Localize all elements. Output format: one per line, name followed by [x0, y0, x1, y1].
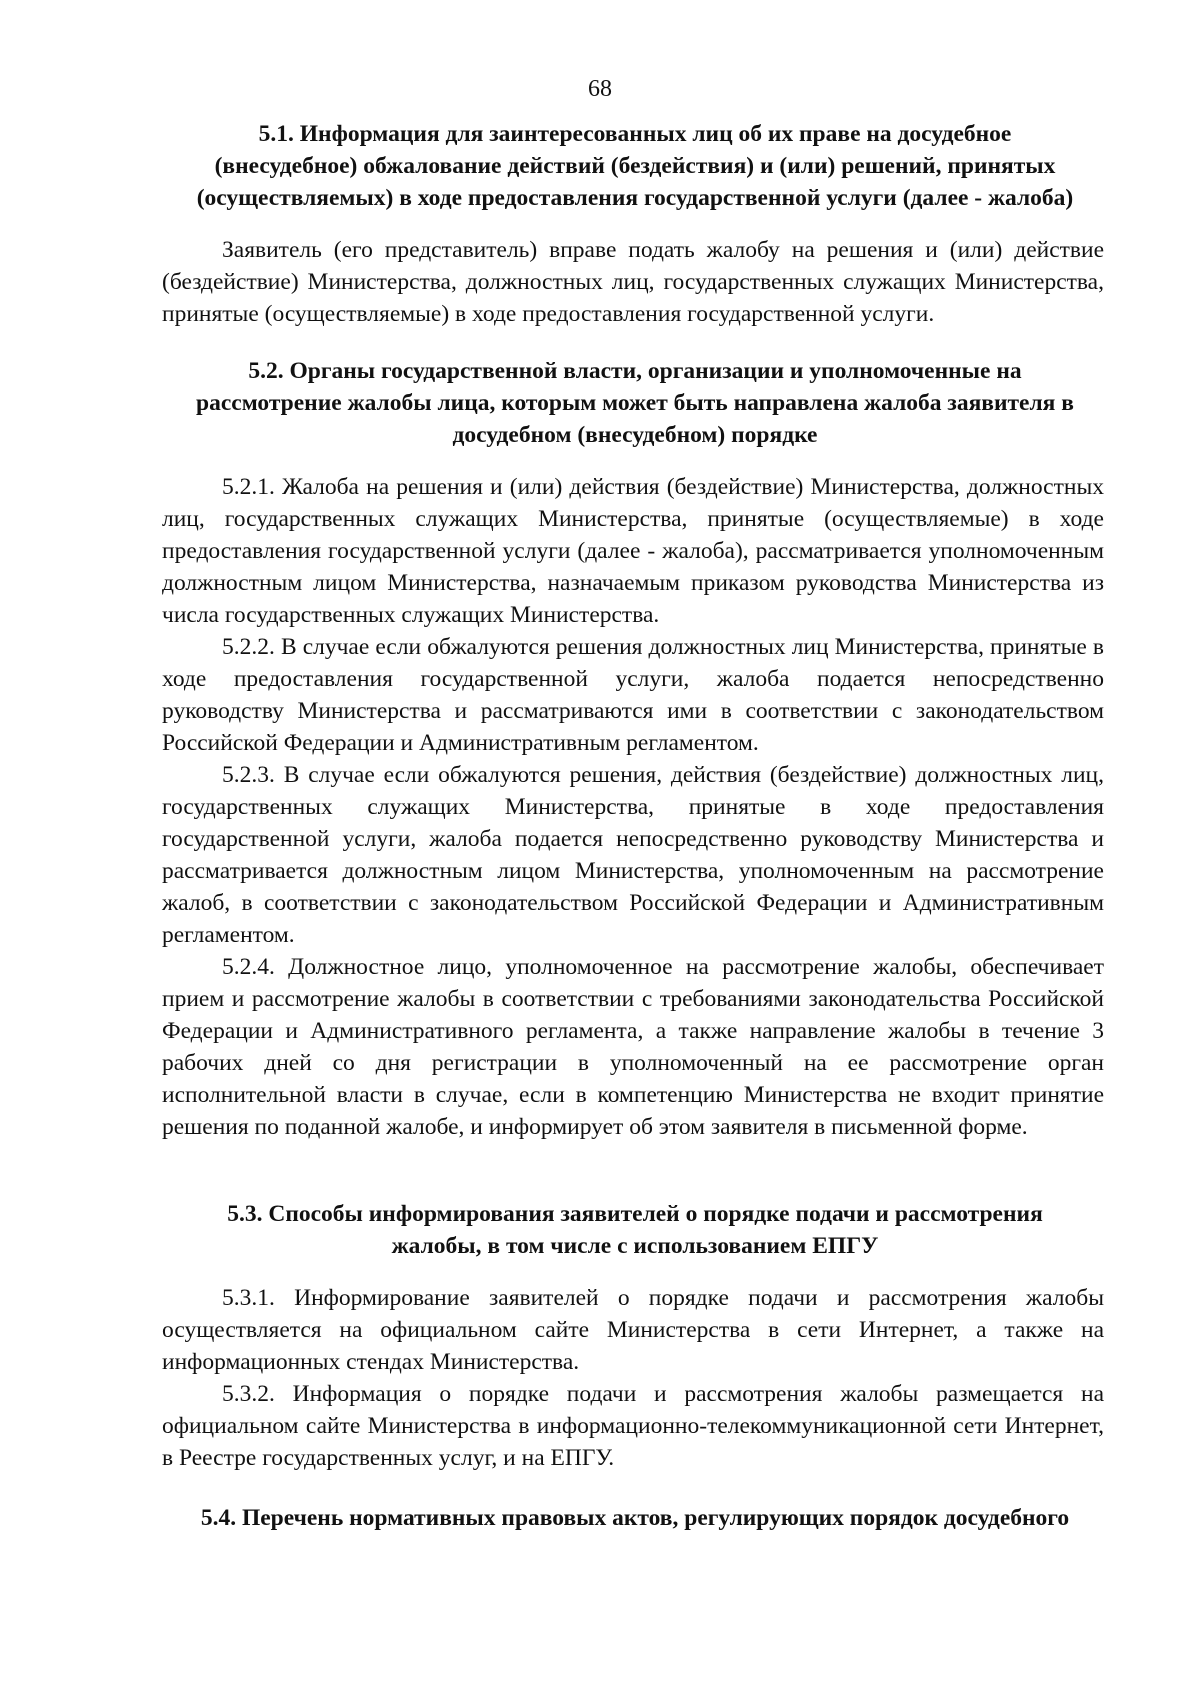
text-line: в Реестре государственных услуг, и на ЕПГУ. — [162, 1445, 615, 1471]
text-line: государственных служащих Министерства, принятые в ходе предоставления — [162, 794, 1104, 820]
text-line: руководству Министерства и рассматриваются ими в соответствии с законодательством — [162, 698, 1104, 724]
paragraph-5-1 — [162, 234, 1104, 330]
text-line: ходе предоставления государственной услуги, жалоба подается непосредственно — [162, 666, 1104, 692]
text-line: числа государственных служащих Министерства. — [162, 602, 660, 628]
heading-line: (осуществляемых) в ходе предоставления государственной услуги (далее - жалоба) — [196, 185, 1074, 211]
text-line: рабочих дней со дня регистрации в уполномоченный на ее рассмотрение орган — [162, 1050, 1104, 1076]
text-line: исполнительной власти в случае, если в компетенцию Министерства не входит принятие — [162, 1082, 1104, 1108]
paragraph-5-2-3 — [162, 759, 1104, 951]
heading-line: досудебном (внесудебном) порядке — [452, 422, 818, 448]
text-line: 5.3.1. Информирование заявителей о порядке подачи и рассмотрения жалобы — [222, 1285, 1104, 1311]
heading-line: 5.3. Способы информирования заявителей о порядке подачи и рассмотрения — [227, 1201, 1043, 1227]
text-line: должностным лицом Министерства, назначаемым приказом руководства Министерства из — [162, 570, 1104, 596]
text-line: рассматривается должностным лицом Министерства, уполномоченным на рассмотрение — [162, 858, 1104, 884]
text-line: (бездействие) Министерства, должностных лиц, государственных служащих Министерства, — [162, 269, 1104, 295]
section-5-3-heading — [150, 1198, 1120, 1262]
text-line: лиц, государственных служащих Министерства, принятые (осуществляемые) в ходе — [162, 506, 1104, 532]
text-line: информационных стендах Министерства. — [162, 1349, 580, 1375]
heading-line: 5.2. Органы государственной власти, организации и уполномоченные на — [248, 358, 1022, 384]
section-5-4-heading — [150, 1502, 1120, 1534]
text-line: Федерации и Административного регламента, а также направление жалобы в течение 3 — [162, 1018, 1104, 1044]
section-5-1-heading — [150, 118, 1120, 214]
section-5-2-heading — [150, 355, 1120, 451]
heading-line: 5.1. Информация для заинтересованных лиц об их праве на досудебное — [258, 121, 1012, 147]
paragraph-5-2-2 — [162, 631, 1104, 759]
text-line: государственной услуги, жалоба подается непосредственно руководству Министерства и — [162, 826, 1104, 852]
heading-line: (внесудебное) обжалование действий (бездействия) и (или) решений, принятых — [214, 153, 1056, 179]
paragraph-5-2-1 — [162, 471, 1104, 631]
text-line: решения по поданной жалобе, и информирует об этом заявителя в письменной форме. — [162, 1114, 1028, 1140]
text-line: жалоб, в соответствии с законодательством Российской Федерации и Административным — [162, 890, 1104, 916]
text-line: предоставления государственной услуги (далее - жалоба), рассматривается уполномоченным — [162, 538, 1104, 564]
text-line: прием и рассмотрение жалобы в соответствии с требованиями законодательства Российской — [162, 986, 1104, 1012]
text-line: 5.2.3. В случае если обжалуются решения, действия (бездействие) должностных лиц, — [222, 762, 1104, 788]
text-line: 5.2.2. В случае если обжалуются решения должностных лиц Министерства, принятые в — [222, 634, 1104, 660]
text-line: Российской Федерации и Административным регламентом. — [162, 730, 759, 756]
heading-line: рассмотрение жалобы лица, которым может быть направлена жалоба заявителя в — [196, 390, 1074, 416]
text-line: Заявитель (его представитель) вправе подать жалобу на решения и (или) действие — [222, 237, 1104, 263]
text-line: официальном сайте Министерства в информационно-телекоммуникационной сети Интернет, — [162, 1413, 1104, 1439]
heading-line: жалобы, в том числе с использованием ЕПГУ — [391, 1233, 879, 1259]
text-line: принятые (осуществляемые) в ходе предоставления государственной услуги. — [162, 301, 935, 327]
text-line: 5.3.2. Информация о порядке подачи и рассмотрения жалобы размещается на — [222, 1381, 1104, 1407]
text-line: 5.2.4. Должностное лицо, уполномоченное на рассмотрение жалобы, обеспечивает — [222, 954, 1104, 980]
paragraph-5-3-2 — [162, 1378, 1104, 1474]
page-number: 68 — [588, 76, 612, 102]
text-line: осуществляется на официальном сайте Министерства в сети Интернет, а также на — [162, 1317, 1104, 1343]
text-line: 5.2.1. Жалоба на решения и (или) действия (бездействие) Министерства, должностных — [222, 474, 1104, 500]
heading-line: 5.4. Перечень нормативных правовых актов, регулирующих порядок досудебного — [200, 1505, 1070, 1531]
paragraph-5-2-4 — [162, 951, 1104, 1143]
text-line: регламентом. — [162, 922, 295, 948]
paragraph-5-3-1 — [162, 1282, 1104, 1378]
